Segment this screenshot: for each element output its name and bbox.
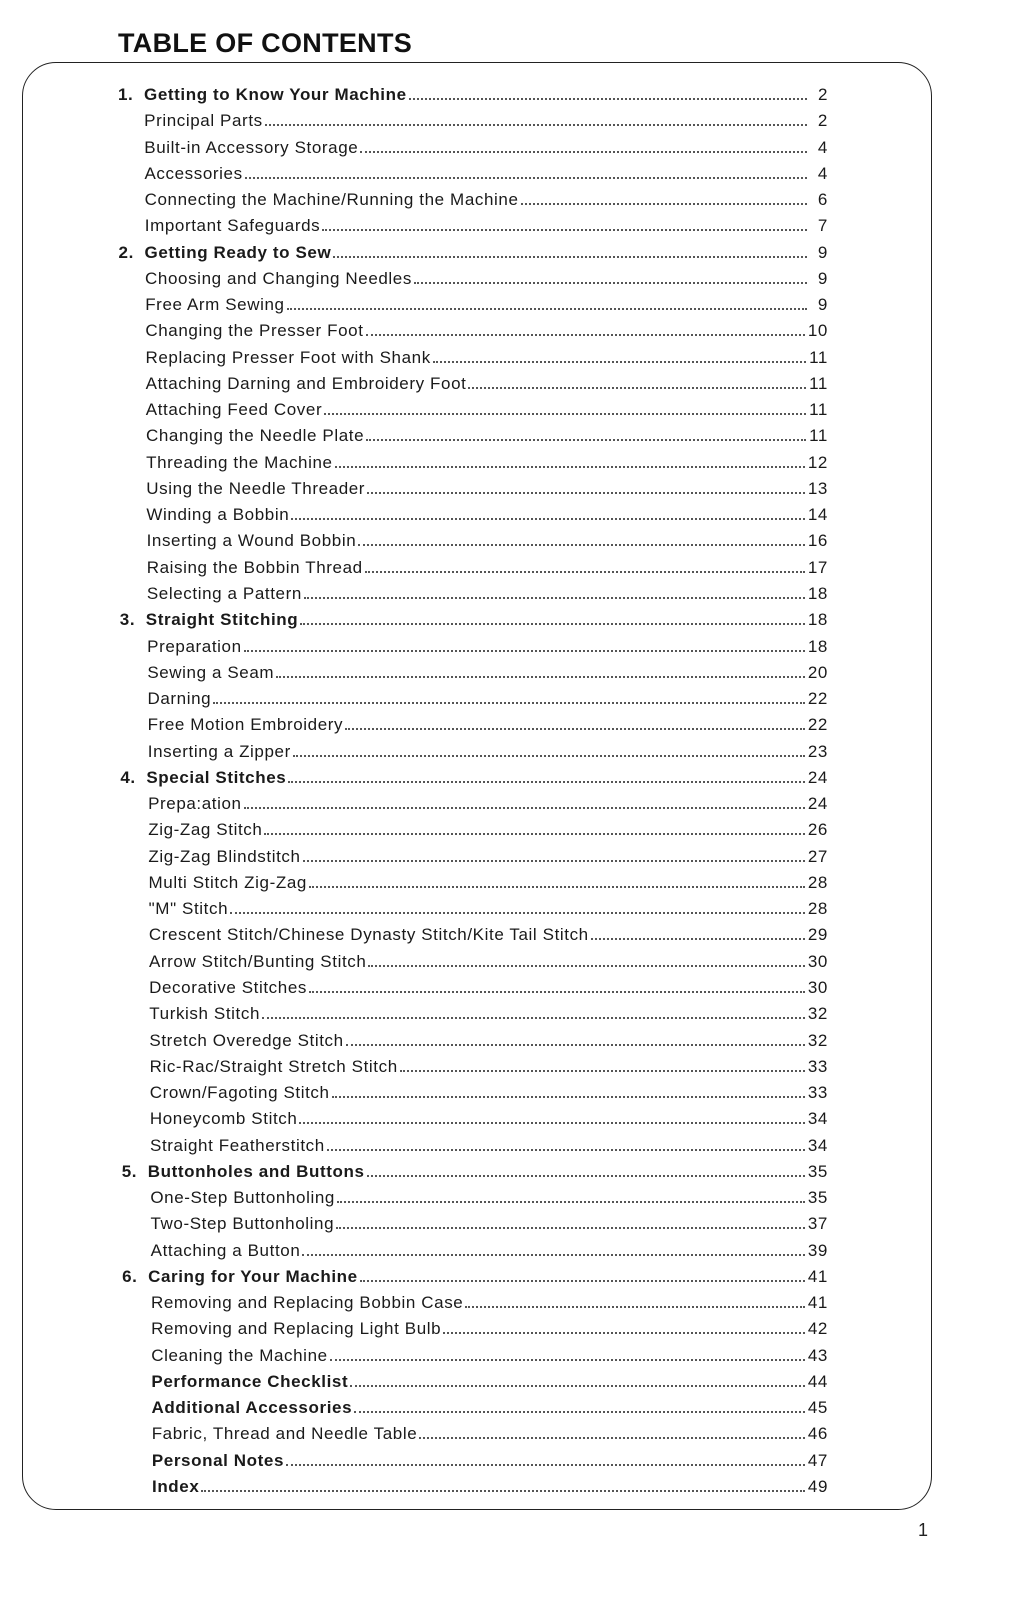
toc-dot-leader xyxy=(419,1437,805,1439)
toc-entry-row xyxy=(146,504,828,526)
toc-dot-leader xyxy=(367,1175,805,1177)
toc-entry-row xyxy=(147,662,828,684)
toc-dot-leader xyxy=(322,229,807,231)
toc-page-number: 9 xyxy=(817,242,828,262)
toc-entry-row xyxy=(144,163,828,185)
toc-dot-leader xyxy=(291,518,805,520)
toc-dot-leader xyxy=(400,1070,805,1072)
toc-entry-title: Zig-Zag Stitch xyxy=(148,820,263,840)
toc-dot-leader xyxy=(288,781,805,783)
toc-entry-title: Special Stitches xyxy=(146,767,287,787)
toc-dot-leader xyxy=(366,334,805,336)
toc-entry-row xyxy=(145,215,828,237)
toc-page-number: 47 xyxy=(807,1450,828,1470)
toc-page-number: 41 xyxy=(807,1266,828,1286)
toc-entry-title: Accessories xyxy=(144,163,243,183)
toc-page-number: 29 xyxy=(807,925,828,945)
toc-page-number: 33 xyxy=(807,1083,828,1103)
toc-dot-leader xyxy=(244,807,805,809)
toc-page-number: 41 xyxy=(807,1293,828,1313)
toc-page-number: 11 xyxy=(809,373,828,393)
toc-dot-leader xyxy=(409,98,807,100)
toc-dot-leader xyxy=(468,387,806,389)
toc-entry-title: Stretch Overedge Stitch xyxy=(149,1030,344,1050)
toc-entry-title: Attaching Darning and Embroidery Foot xyxy=(145,373,467,393)
toc-entry-title: Attaching a Button xyxy=(150,1240,301,1260)
toc-page-number: 9 xyxy=(817,295,828,315)
toc-dot-leader xyxy=(244,650,805,652)
toc-entry-row xyxy=(149,1003,828,1025)
toc-entry-title: One-Step Buttonholing xyxy=(150,1188,335,1208)
toc-page-number: 6 xyxy=(817,190,828,210)
toc-entry-row xyxy=(149,977,828,999)
toc-entry-row xyxy=(150,1213,828,1235)
toc-page-number: 18 xyxy=(807,610,828,630)
toc-entry-title: Choosing and Changing Needles xyxy=(145,268,412,288)
toc-entry-title: Changing the Presser Foot xyxy=(145,321,364,341)
toc-page-number: 16 xyxy=(807,531,828,551)
toc-entry-row xyxy=(151,1318,828,1340)
toc-section-row xyxy=(119,242,828,264)
toc-dot-leader xyxy=(300,623,805,625)
toc-dot-leader xyxy=(245,177,807,179)
toc-entry-title: Prepa:ation xyxy=(148,794,242,814)
toc-dot-leader xyxy=(368,965,804,967)
toc-page-number: 43 xyxy=(807,1345,828,1365)
toc-dot-leader xyxy=(333,256,807,258)
toc-entry-title: Getting Ready to Sew xyxy=(144,242,332,262)
toc-entry-title: Attaching Feed Cover xyxy=(145,400,323,420)
toc-entry-title: Changing the Needle Plate xyxy=(145,426,365,446)
toc-dot-leader xyxy=(521,203,807,205)
toc-dot-leader xyxy=(304,597,805,599)
toc-page-number: 18 xyxy=(807,584,828,604)
toc-section-row xyxy=(122,1161,828,1183)
toc-entry-title: Performance Checklist xyxy=(151,1371,349,1391)
toc-dot-leader xyxy=(309,991,805,993)
toc-entry-row xyxy=(150,1056,828,1078)
toc-page-number: 24 xyxy=(807,794,828,814)
toc-page-number: 34 xyxy=(807,1109,828,1129)
toc-entry-row xyxy=(151,1345,828,1367)
toc-entry-title: Two-Step Buttonholing xyxy=(150,1214,335,1234)
toc-section-number: 3. xyxy=(119,610,136,630)
toc-section-row xyxy=(120,767,828,789)
toc-page-number: 11 xyxy=(809,426,828,446)
toc-entry-row xyxy=(145,320,828,342)
toc-page-number: 49 xyxy=(807,1477,828,1496)
toc-dot-leader xyxy=(591,938,805,940)
toc-entry-row xyxy=(144,110,828,132)
toc-page-number: 13 xyxy=(807,478,828,498)
toc-dot-leader xyxy=(346,1044,805,1046)
toc-page-number: 12 xyxy=(807,452,828,472)
toc-entry-row xyxy=(145,294,828,316)
toc-entry-title: "M" Stitch xyxy=(148,899,229,919)
toc-entry-row xyxy=(146,399,828,421)
toc-entry-title: Important Safeguards xyxy=(144,216,321,236)
toc-dot-leader xyxy=(303,860,805,862)
toc-dot-leader xyxy=(465,1306,805,1308)
toc-entry-title: Inserting a Zipper xyxy=(147,741,291,761)
toc-entry-row xyxy=(148,846,828,868)
toc-dot-leader xyxy=(360,151,807,153)
toc-dot-leader xyxy=(433,361,806,363)
toc-entry-title: Caring for Your Machine xyxy=(148,1266,358,1286)
toc-page-number: 33 xyxy=(807,1056,828,1076)
toc-page-number: 42 xyxy=(807,1319,828,1339)
toc-page-number: 23 xyxy=(807,741,828,761)
toc-dot-leader xyxy=(302,1254,805,1256)
toc-entry-title: Selecting a Pattern xyxy=(146,584,302,604)
toc-entry-title: Zig-Zag Blindstitch xyxy=(148,846,301,866)
toc-entry-row xyxy=(150,1108,828,1130)
toc-entry-row xyxy=(148,819,828,841)
toc-dot-leader xyxy=(366,439,806,441)
toc-page-number: 44 xyxy=(807,1371,828,1391)
toc-entry-title: Personal Notes xyxy=(151,1450,285,1470)
toc-entry-row xyxy=(147,530,828,552)
toc-section-number: 5. xyxy=(121,1161,138,1181)
toc-page-number: 10 xyxy=(807,321,828,341)
toc-page-number: 37 xyxy=(807,1214,828,1234)
toc-entry-title: Crown/Fagoting Stitch xyxy=(149,1083,330,1103)
toc-entry-row xyxy=(145,189,828,211)
toc-entry-row xyxy=(148,714,828,736)
toc-dot-leader xyxy=(265,124,807,126)
toc-entry-title: Winding a Bobbin xyxy=(146,505,290,525)
toc-dot-leader xyxy=(330,1359,805,1361)
toc-dot-leader xyxy=(230,912,805,914)
toc-entry-row xyxy=(146,347,828,369)
toc-entry-row xyxy=(149,872,828,894)
toc-section-number: 2. xyxy=(118,242,134,262)
toc-page-number: 24 xyxy=(807,767,828,787)
toc-page-number: 11 xyxy=(809,400,828,420)
toc-page-number: 22 xyxy=(807,715,828,735)
toc-dot-leader xyxy=(324,413,806,415)
toc-entry-title: Additional Accessories xyxy=(151,1398,353,1418)
toc-entry-title: Honeycomb Stitch xyxy=(149,1109,298,1129)
toc-entry-row xyxy=(150,1187,828,1209)
toc-page-number: 9 xyxy=(817,268,828,288)
toc-dot-leader xyxy=(213,702,805,704)
toc-entry-row xyxy=(151,1371,828,1393)
toc-entry-row xyxy=(149,1030,828,1052)
toc-dot-leader xyxy=(264,833,804,835)
toc-entry-title: Ric-Rac/Straight Stretch Stitch xyxy=(149,1056,398,1076)
toc-dot-leader xyxy=(309,886,805,888)
toc-page-number: 27 xyxy=(807,846,828,866)
toc-dot-leader xyxy=(262,1017,805,1019)
toc-dot-leader xyxy=(336,1227,805,1229)
toc-page-number: 18 xyxy=(807,636,828,656)
toc-dot-leader xyxy=(332,1096,805,1098)
toc-page-number: 17 xyxy=(807,557,828,577)
toc-entry-row xyxy=(148,793,828,815)
page-number: 1 xyxy=(918,1520,929,1540)
toc-dot-leader xyxy=(201,1490,804,1492)
toc-entry-title: Threading the Machine xyxy=(146,452,333,472)
toc-page-number: 14 xyxy=(807,505,828,525)
toc-entry-title: Sewing a Seam xyxy=(147,662,275,682)
toc-entry-row xyxy=(147,636,828,658)
toc-entry-title: Decorative Stitches xyxy=(149,977,307,997)
toc-entry-row xyxy=(147,688,828,710)
toc-entry-row xyxy=(147,583,828,605)
toc-entry-title: Free Arm Sewing xyxy=(145,295,285,315)
toc-entry-title: Getting to Know Your Machine xyxy=(144,85,407,104)
toc-page-number: 4 xyxy=(817,137,828,157)
toc-dot-leader xyxy=(360,1280,805,1282)
toc-section-row xyxy=(120,609,828,631)
toc-entry-title: Raising the Bobbin Thread xyxy=(146,557,363,577)
toc-page-number: 32 xyxy=(807,1030,828,1050)
toc-dot-leader xyxy=(337,1201,805,1203)
toc-dot-leader xyxy=(345,728,805,730)
toc-dot-leader xyxy=(286,1464,805,1466)
toc-entry-title: Darning xyxy=(147,689,212,709)
toc-page-number: 26 xyxy=(807,820,828,840)
toc-page-number: 39 xyxy=(807,1240,828,1260)
toc-entry-title: Built-in Accessory Storage xyxy=(144,137,359,157)
toc-entry-title: Preparation xyxy=(147,636,242,656)
toc-page-number: 28 xyxy=(807,899,828,919)
toc-entry-title: Arrow Stitch/Bunting Stitch xyxy=(148,951,367,971)
page-title: TABLE OF CONTENTS xyxy=(118,28,413,58)
toc-entry-title: Replacing Presser Foot with Shank xyxy=(145,347,431,367)
toc-entry-title: Free Motion Embroidery xyxy=(147,715,344,735)
toc-entry-title: Removing and Replacing Light Bulb xyxy=(151,1319,442,1339)
toc-page-number: 35 xyxy=(807,1161,828,1181)
toc-entry-row xyxy=(147,557,828,579)
toc-entry-title: Crescent Stitch/Chinese Dynasty Stitch/Kite Tail Stitch xyxy=(148,925,589,945)
toc-page-number: 2 xyxy=(817,111,828,131)
toc-entry-title: Principal Parts xyxy=(144,111,263,131)
toc-entry-row xyxy=(152,1450,828,1472)
toc-page-number: 30 xyxy=(807,951,828,971)
toc-dot-leader xyxy=(299,1122,804,1124)
toc-entry-title: Fabric, Thread and Needle Table xyxy=(151,1424,418,1444)
toc-page-number: 7 xyxy=(817,216,828,236)
toc-entry-title: Buttonholes and Buttons xyxy=(147,1161,365,1181)
toc-entry-row xyxy=(151,1240,828,1262)
toc-dot-leader xyxy=(293,755,805,757)
toc-entry-row xyxy=(149,951,828,973)
toc-entry-row xyxy=(146,478,828,500)
toc-entry-title: Index xyxy=(152,1477,200,1496)
toc-entry-row xyxy=(152,1423,828,1445)
toc-entry-row xyxy=(146,452,828,474)
toc-dot-leader xyxy=(327,1149,805,1151)
toc-page-number: 35 xyxy=(807,1188,828,1208)
toc-entry-title: Using the Needle Threader xyxy=(146,478,366,498)
toc-dot-leader xyxy=(367,492,805,494)
toc-entry-row xyxy=(149,898,828,920)
toc-entry-title: Straight Stitching xyxy=(145,610,299,630)
toc-entry-row xyxy=(148,741,828,763)
toc-entry-row xyxy=(152,1476,828,1498)
toc-dot-leader xyxy=(350,1385,805,1387)
toc-entry-row xyxy=(146,373,828,395)
toc-entry-row xyxy=(150,1082,828,1104)
toc-section-number: 1. xyxy=(118,85,134,104)
toc-entry-title: Inserting a Wound Bobbin xyxy=(146,531,357,551)
toc-page-number: 46 xyxy=(807,1424,828,1444)
toc-dot-leader xyxy=(354,1411,805,1413)
toc-dot-leader xyxy=(335,466,805,468)
toc-page-number: 30 xyxy=(807,977,828,997)
toc-entry-title: Cleaning the Machine xyxy=(151,1345,328,1365)
toc-entry-title: Multi Stitch Zig-Zag xyxy=(148,872,307,892)
toc-entry-row xyxy=(144,137,828,159)
toc-page-number: 2 xyxy=(817,85,828,104)
toc-page-number: 34 xyxy=(807,1135,828,1155)
toc-entry-row xyxy=(149,924,828,946)
toc-section-row xyxy=(122,1266,828,1288)
toc-section-row xyxy=(118,84,828,106)
toc-page-number: 4 xyxy=(817,163,828,183)
toc-entry-row xyxy=(151,1292,828,1314)
toc-entry-row xyxy=(150,1135,828,1157)
toc-page-number: 11 xyxy=(809,347,828,367)
toc-entry-row xyxy=(152,1397,828,1419)
toc-entry-title: Straight Featherstitch xyxy=(150,1135,325,1155)
toc-dot-leader xyxy=(358,544,805,546)
toc-entry-title: Connecting the Machine/Running the Machine xyxy=(144,190,519,210)
toc-dot-leader xyxy=(287,308,807,310)
toc-page-number: 28 xyxy=(807,872,828,892)
toc-entry-row xyxy=(146,425,828,447)
toc-dot-leader xyxy=(276,676,805,678)
toc-dot-leader xyxy=(443,1332,805,1334)
toc-section-number: 4. xyxy=(120,767,136,787)
toc-page-number: 20 xyxy=(807,662,828,682)
toc-dot-leader xyxy=(414,282,807,284)
toc-entry-row xyxy=(145,268,828,290)
toc-page-number: 22 xyxy=(807,689,828,709)
toc-page-number: 32 xyxy=(807,1004,828,1024)
toc-dot-leader xyxy=(365,571,805,573)
toc-entry-title: Turkish Stitch xyxy=(149,1004,261,1024)
toc-page-number: 45 xyxy=(807,1398,828,1418)
toc-section-number: 6. xyxy=(122,1266,138,1286)
toc-entry-title: Removing and Replacing Bobbin Case xyxy=(150,1293,464,1313)
